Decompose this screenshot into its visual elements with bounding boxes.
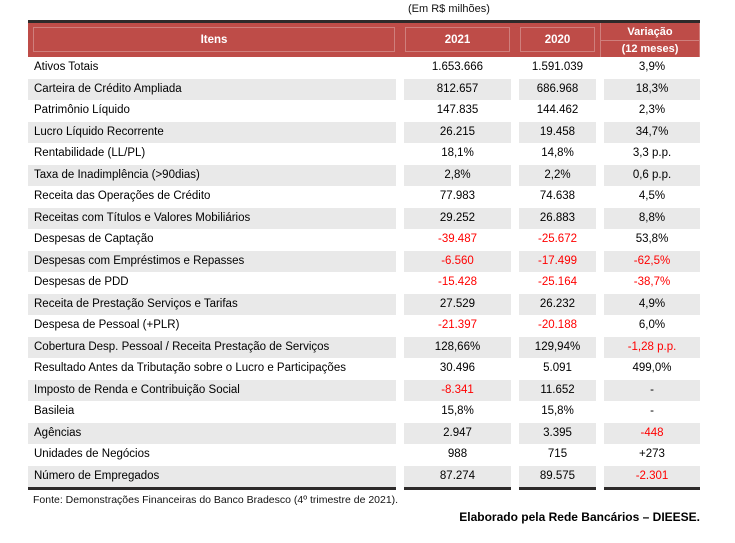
value-2021: 2.947 xyxy=(400,423,515,445)
value-2020: 89.575 xyxy=(515,466,600,489)
value-variation: 8,8% xyxy=(600,208,700,230)
value-2020: 686.968 xyxy=(515,79,600,101)
table-body xyxy=(28,57,700,489)
value-variation: -448 xyxy=(600,423,700,445)
table-row xyxy=(28,100,700,122)
value-2020: 3.395 xyxy=(515,423,600,445)
value-variation: 53,8% xyxy=(600,229,700,251)
value-variation: +273 xyxy=(600,444,700,466)
value-variation: -38,7% xyxy=(600,272,700,294)
header-label-variation-line1: Variação xyxy=(627,25,673,38)
value-2020: 715 xyxy=(515,444,600,466)
table-row xyxy=(28,337,700,359)
value-variation: 18,3% xyxy=(600,79,700,101)
value-variation: 2,3% xyxy=(600,100,700,122)
source-note: Fonte: Demonstrações Financeiras do Banco Bradesco (4º trimestre de 2021). xyxy=(33,494,399,506)
table-row xyxy=(28,380,700,402)
row-label: Taxa de Inadimplência (>90dias) xyxy=(28,165,400,187)
header-cell-2020 xyxy=(515,23,600,57)
value-2021: 812.657 xyxy=(400,79,515,101)
value-2021: -6.560 xyxy=(400,251,515,273)
value-2021: 147.835 xyxy=(400,100,515,122)
table-row xyxy=(28,423,700,445)
value-variation: 3,3 p.p. xyxy=(600,143,700,165)
value-2020: 1.591.039 xyxy=(515,57,600,79)
financial-table xyxy=(28,20,700,490)
value-2020: 144.462 xyxy=(515,100,600,122)
row-label: Número de Empregados xyxy=(28,466,400,489)
row-label: Receita das Operações de Crédito xyxy=(34,190,211,202)
value-2021: 30.496 xyxy=(400,358,515,380)
value-2020: 14,8% xyxy=(515,143,600,165)
header-label-2020: 2020 xyxy=(544,33,571,46)
value-variation: - xyxy=(600,380,700,402)
value-variation: 3,9% xyxy=(600,57,700,79)
row-label: Resultado Antes da Tributação sobre o Lucro e Participações xyxy=(34,362,346,374)
value-2021: 988 xyxy=(400,444,515,466)
value-2021: 128,66% xyxy=(400,337,515,359)
value-2021: -15.428 xyxy=(400,272,515,294)
value-2020: -17.499 xyxy=(515,251,600,273)
value-2020: 11.652 xyxy=(515,380,600,402)
value-2021: 29.252 xyxy=(400,208,515,230)
header-label-2021: 2021 xyxy=(444,33,471,46)
value-variation: -1,28 p.p. xyxy=(600,337,700,359)
value-variation: -2.301 xyxy=(600,466,700,489)
table-row xyxy=(28,229,700,251)
table-row xyxy=(28,208,700,230)
row-label: Despesas de PDD xyxy=(34,276,129,288)
row-label: Receitas com Títulos e Valores Mobiliários xyxy=(28,208,400,230)
table-row xyxy=(28,466,700,489)
value-2021: 18,1% xyxy=(400,143,515,165)
value-variation: 6,0% xyxy=(600,315,700,337)
row-label: Basileia xyxy=(34,405,75,417)
row-label: Unidades de Negócios xyxy=(34,448,150,460)
header-cell-itens xyxy=(28,23,400,57)
value-2021: 1.653.666 xyxy=(400,57,515,79)
value-2021: -21.397 xyxy=(400,315,515,337)
header-cell-2021 xyxy=(400,23,515,57)
row-label: Rentabilidade (LL/PL) xyxy=(34,147,146,159)
row-label: Lucro Líquido Recorrente xyxy=(28,122,400,144)
credit-note: Elaborado pela Rede Bancários – DIEESE. xyxy=(459,510,700,524)
table-row xyxy=(28,294,700,316)
row-label: Despesas com Empréstimos e Repasses xyxy=(28,251,400,273)
row-label: Despesa de Pessoal (+PLR) xyxy=(34,319,180,331)
value-2020: -25.672 xyxy=(515,229,600,251)
row-label: Carteira de Crédito Ampliada xyxy=(28,79,400,101)
value-2021: 15,8% xyxy=(400,401,515,423)
value-2021: 87.274 xyxy=(400,466,515,489)
value-2020: 74.638 xyxy=(515,186,600,208)
row-label: Despesas de Captação xyxy=(34,233,154,245)
table-row xyxy=(28,315,700,337)
value-2021: 2,8% xyxy=(400,165,515,187)
value-variation: 34,7% xyxy=(600,122,700,144)
value-2020: 5.091 xyxy=(515,358,600,380)
table-row xyxy=(28,401,700,423)
header-cell-variation xyxy=(600,23,700,57)
value-2021: -39.487 xyxy=(400,229,515,251)
value-variation: 4,5% xyxy=(600,186,700,208)
table-row xyxy=(28,186,700,208)
table-row xyxy=(28,143,700,165)
value-2020: 15,8% xyxy=(515,401,600,423)
table-body-grid xyxy=(28,57,700,490)
value-2020: 26.232 xyxy=(515,294,600,316)
table-row xyxy=(28,251,700,273)
value-variation: - xyxy=(600,401,700,423)
row-label: Patrimônio Líquido xyxy=(34,104,130,116)
table-row xyxy=(28,165,700,187)
header-label-variation-line2: (12 meses) xyxy=(601,40,699,57)
row-label: Imposto de Renda e Contribuição Social xyxy=(28,380,400,402)
value-variation: 0,6 p.p. xyxy=(600,165,700,187)
table-row xyxy=(28,79,700,101)
header-label-itens: Itens xyxy=(200,33,228,46)
table-header-row xyxy=(28,20,700,57)
units-caption: (Em R$ milhões) xyxy=(408,3,490,15)
value-2021: 77.983 xyxy=(400,186,515,208)
value-2020: 19.458 xyxy=(515,122,600,144)
table-row xyxy=(28,57,700,79)
value-2020: 2,2% xyxy=(515,165,600,187)
value-variation: -62,5% xyxy=(600,251,700,273)
value-variation: 4,9% xyxy=(600,294,700,316)
value-2020: -25.164 xyxy=(515,272,600,294)
value-2020: 26.883 xyxy=(515,208,600,230)
value-2021: -8.341 xyxy=(400,380,515,402)
row-label: Receita de Prestação Serviços e Tarifas xyxy=(28,294,400,316)
table-row xyxy=(28,272,700,294)
table-row xyxy=(28,444,700,466)
table-row xyxy=(28,358,700,380)
value-2021: 26.215 xyxy=(400,122,515,144)
table-row xyxy=(28,122,700,144)
row-label: Agências xyxy=(28,423,400,445)
value-2021: 27.529 xyxy=(400,294,515,316)
row-label: Cobertura Desp. Pessoal / Receita Prestação de Serviços xyxy=(28,337,400,359)
value-variation: 499,0% xyxy=(600,358,700,380)
value-2020: -20.188 xyxy=(515,315,600,337)
row-label: Ativos Totais xyxy=(34,61,99,73)
value-2020: 129,94% xyxy=(515,337,600,359)
